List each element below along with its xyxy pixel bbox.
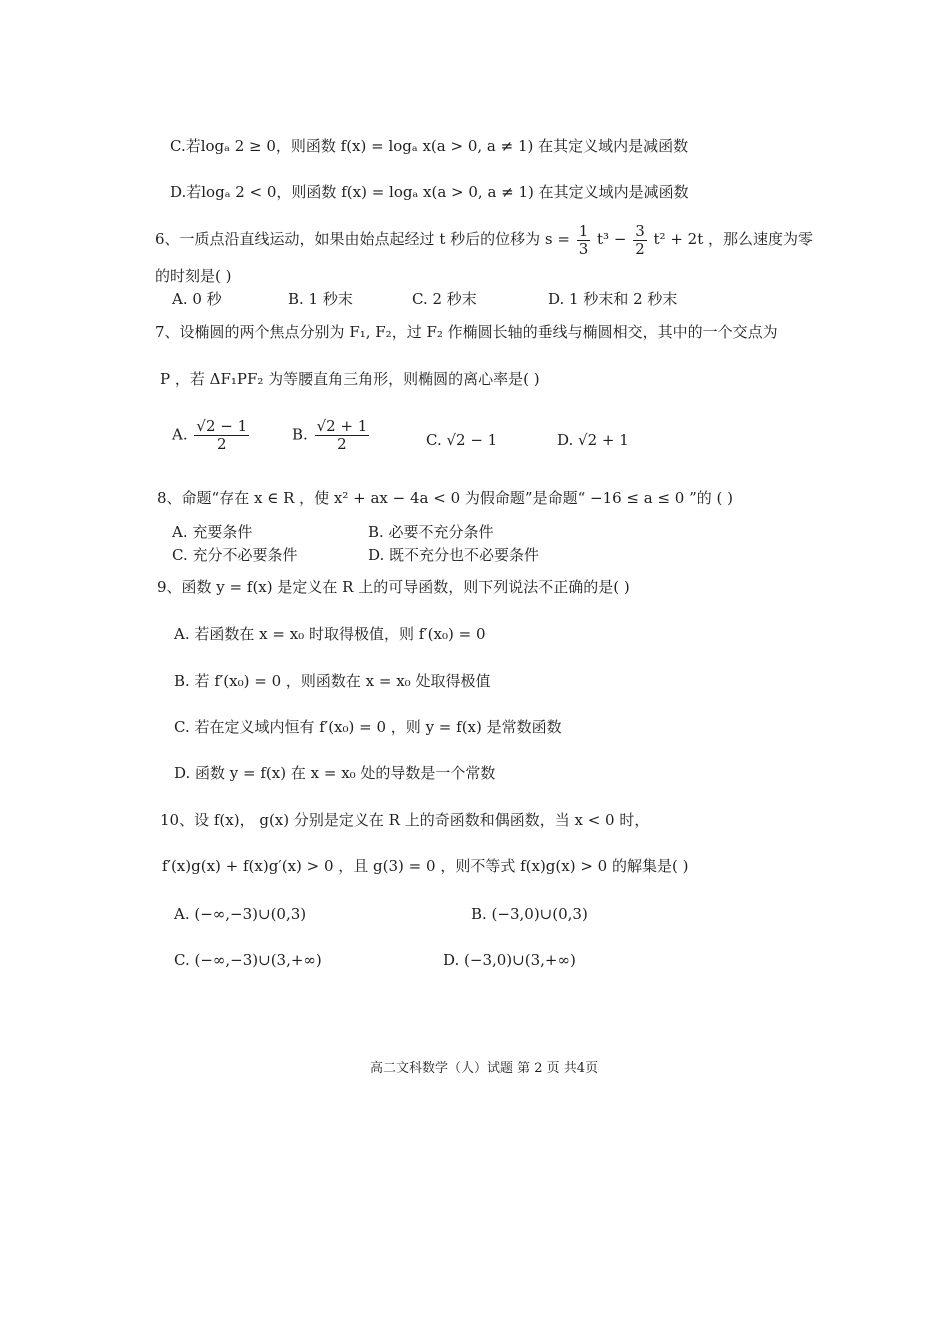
q9-option-d: D. 函数 y = f(x) 在 x = x₀ 处的导数是一个常数: [174, 764, 496, 782]
q8-stem: 8、命题“存在 x ∈ R ，使 x² + ax − 4a < 0 为假命题”是命题“ −16 ≤ a ≤ 0 ”的 ( ): [157, 489, 734, 507]
q6-option-a: A. 0 秒: [172, 290, 222, 308]
q7-option-d: D. √2 + 1: [557, 431, 629, 449]
q8-option-a: A. 充要条件: [172, 523, 253, 541]
q10-option-c: C. (−∞,−3)∪(3,+∞): [174, 951, 322, 969]
q6-fraction-2-den: 2: [635, 239, 645, 258]
q8-option-d: D. 既不充分也不必要条件: [368, 546, 540, 564]
q7-option-b-fraction: [315, 418, 370, 453]
q6-option-c: C. 2 秒末: [412, 290, 477, 308]
q9-stem: 9、函数 y = f(x) 是定义在 R 上的可导函数，则下列说法不正确的是( ): [157, 578, 630, 596]
q6-stem-end: t² + 2t ，那么速度为零: [653, 230, 814, 248]
page-footer: 高二文科数学（人）试题 第 2 页 共4页: [370, 1061, 599, 1076]
q9-option-c: C. 若在定义域内恒有 f′(x₀) = 0 ，则 y = f(x) 是常数函数: [174, 718, 562, 736]
q9-option-b: B. 若 f′(x₀) = 0 ，则函数在 x = x₀ 处取得极值: [174, 672, 491, 690]
q7-option-b-den: 2: [337, 435, 347, 453]
q7-option-c: C. √2 − 1: [426, 431, 498, 449]
q8-option-b: B. 必要不充分条件: [368, 523, 494, 541]
q6-stem-mid: t³ −: [597, 230, 627, 248]
q7-option-b-num: √2 + 1: [316, 417, 368, 435]
q6-fraction-2-num: 3: [635, 221, 645, 240]
q10-stem-line1: 10、设 f(x)， g(x) 分别是定义在 R 上的奇函数和偶函数，当 x < 0 时，: [160, 811, 650, 829]
q6-stem-line2: 的时刻是( ): [155, 267, 232, 285]
q7-option-b: [292, 418, 371, 453]
q10-option-a: A. (−∞,−3)∪(0,3): [174, 905, 307, 923]
q10-option-b: B. (−3,0)∪(0,3): [471, 905, 588, 923]
q8-option-c: C. 充分不必要条件: [172, 546, 298, 564]
q7-stem-line2: P ，若 ΔF₁PF₂ 为等腰直角三角形，则椭圆的离心率是( ): [160, 370, 540, 388]
q5-option-c: C.若logₐ 2 ≥ 0，则函数 f(x) = logₐ x(a > 0, a ≠ 1) 在其定义域内是减函数: [170, 137, 689, 155]
q7-option-a-fraction: [194, 418, 249, 453]
q6-option-b: B. 1 秒末: [288, 290, 353, 308]
q10-stem-line2: f′(x)g(x) + f(x)g′(x) > 0 ，且 g(3) = 0 ，则不等式 f(x)g(x) > 0 的解集是( ): [162, 857, 689, 875]
q6-fraction-1-den: 3: [578, 239, 589, 258]
q6-stem-text: 6、一质点沿直线运动，如果由始点起经过 t 秒后的位移为 s =: [155, 230, 570, 248]
q7-option-b-label: B.: [292, 425, 308, 444]
q7-option-a: [172, 418, 251, 453]
q6-option-d: D. 1 秒末和 2 秒末: [548, 290, 678, 308]
q7-option-a-label: A.: [172, 425, 188, 444]
q6-fraction-2: [633, 223, 647, 258]
q5-option-d: D.若logₐ 2 < 0，则函数 f(x) = logₐ x(a > 0, a ≠ 1) 在其定义域内是减函数: [170, 183, 689, 201]
q6-fraction-1: [577, 223, 591, 258]
q6-stem: [155, 222, 813, 258]
q7-stem-line1: 7、设椭圆的两个焦点分别为 F₁, F₂，过 F₂ 作椭圆长轴的垂线与椭圆相交，其中的一个交点为: [155, 323, 778, 341]
q7-option-a-den: 2: [216, 435, 227, 453]
q9-option-a: A. 若函数在 x = x₀ 时取得极值，则 f′(x₀) = 0: [174, 625, 486, 643]
q6-fraction-1-num: 1: [578, 221, 589, 240]
q7-option-a-num: √2 − 1: [196, 417, 248, 435]
q10-option-d: D. (−3,0)∪(3,+∞): [443, 951, 576, 969]
